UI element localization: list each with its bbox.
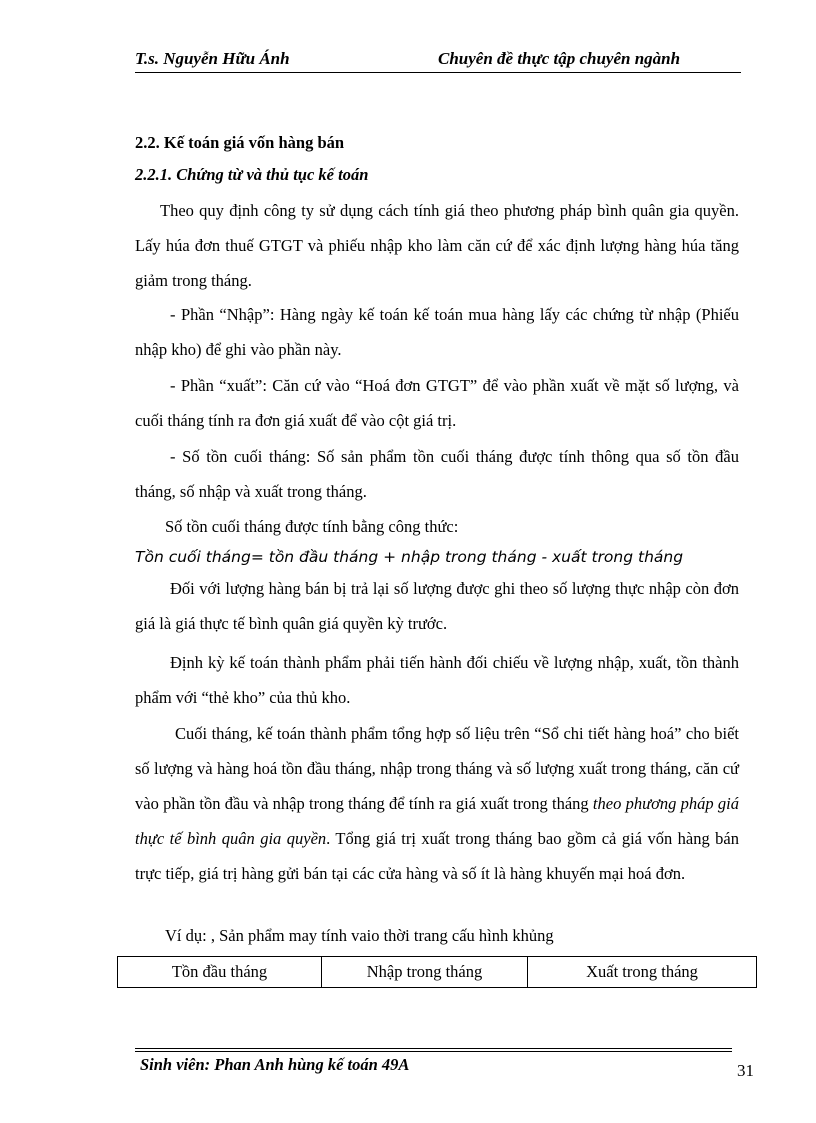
table-header-cell: Xuất trong tháng	[528, 957, 757, 988]
footer-rule	[135, 1048, 732, 1049]
paragraph-8-emphasis: theo phương pháp giá thực tế bình quân gia quyền	[135, 794, 739, 848]
paragraph-8	[135, 716, 739, 891]
paragraph-6: Đối với lượng hàng bán bị trả lại số lượng được ghi theo số lượng thực nhập còn đơn giá là giá thực tế bình quân giá quyền kỳ trước.	[135, 579, 739, 633]
header-rule	[135, 72, 741, 73]
table-header-row	[118, 957, 757, 988]
footer-student: Sinh viên: Phan Anh hùng kế toán 49A	[140, 1055, 410, 1074]
section-heading: 2.2. Kế toán giá vốn hàng bán	[135, 133, 345, 152]
inventory-table	[117, 956, 757, 988]
paragraph-7: Định kỳ kế toán thành phẩm phải tiến hành đối chiếu về lượng nhập, xuất, tồn thành phẩm với “thẻ kho” của thủ kho.	[135, 653, 739, 707]
table-header-cell: Nhập trong tháng	[322, 957, 528, 988]
paragraph-2: - Phần “Nhập”: Hàng ngày kế toán kế toán mua hàng lấy các chứng từ nhập (Phiếu nhập kho) để ghi vào phần này.	[135, 305, 739, 359]
paragraph-1: Theo quy định công ty sử dụng cách tính giá theo phương pháp bình quân gia quyền. Lấy húa đơn thuế GTGT và phiếu nhập kho làm căn cứ để xác định lượng hàng húa tăng giảm trong tháng.	[135, 201, 739, 290]
paragraph-8-text-end: . Tổng giá trị xuất trong tháng bao gồm cả giá vốn hàng bán trực tiếp, giá trị hàng gửi bán tại các cửa hàng và số ít là hàng khuyến mại hoá đơn.	[135, 829, 739, 883]
paragraph-4: - Số tồn cuối tháng: Số sản phẩm tồn cuối tháng được tính thông qua số tồn đầu tháng, số nhập và xuất trong tháng.	[135, 447, 739, 501]
paragraph-8-text: Cuối tháng, kế toán thành phẩm tổng hợp số liệu trên “Sổ chi tiết hàng hoá” cho biết số lượng và hàng hoá tồn đầu tháng, nhập trong tháng và số lượng xuất trong tháng, căn cứ vào phần tồn đầu và nhập trong tháng để tính ra giá xuất trong tháng	[135, 724, 739, 813]
paragraph-5: Số tồn cuối tháng được tính bằng công thức:	[165, 517, 459, 536]
header-author: T.s. Nguyễn Hữu Ánh	[135, 49, 290, 68]
paragraph-9: Ví dụ: , Sản phẩm may tính vaio thời trang cấu hình khủng	[165, 926, 554, 945]
formula: Tồn cuối tháng= tồn đầu tháng + nhập trong tháng - xuất trong tháng	[135, 548, 684, 566]
page-number: 31	[737, 1061, 754, 1080]
footer-rule	[135, 1051, 732, 1052]
paragraph-3: - Phần “xuất”: Căn cứ vào “Hoá đơn GTGT” để vào phần xuất về mặt số lượng, và cuối tháng tính ra đơn giá xuất để vào cột giá trị.	[135, 376, 739, 430]
table-header-cell: Tồn đầu tháng	[118, 957, 322, 988]
subsection-heading: 2.2.1. Chứng từ và thủ tục kế toán	[135, 165, 369, 184]
header-subject: Chuyên đề thực tập chuyên ngành	[438, 49, 681, 68]
